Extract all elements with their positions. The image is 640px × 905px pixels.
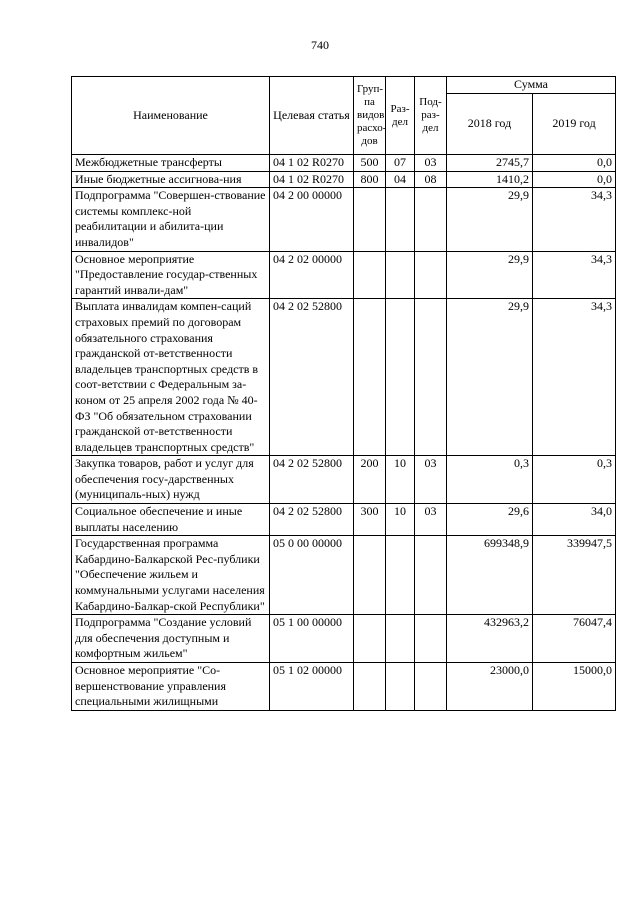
cell-target: 04 1 02 R0270 [270, 171, 354, 188]
cell-2018: 0,3 [447, 456, 533, 504]
cell-section [386, 615, 415, 663]
cell-group [354, 663, 386, 711]
cell-2019: 0,0 [533, 171, 616, 188]
cell-group [354, 251, 386, 299]
cell-target: 04 2 02 00000 [270, 251, 354, 299]
cell-subsection [415, 188, 447, 251]
cell-target: 04 1 02 R0270 [270, 155, 354, 172]
table-row [72, 536, 616, 615]
table-row [72, 251, 616, 299]
table-row [72, 456, 616, 504]
cell-target: 05 1 00 00000 [270, 615, 354, 663]
cell-subsection: 08 [415, 171, 447, 188]
cell-target: 04 2 02 52800 [270, 504, 354, 536]
header-2019: 2019 год [533, 94, 616, 155]
cell-name: Закупка товаров, работ и услуг для обеспечения госу-дарственных (муниципаль-ных) нужд [72, 456, 270, 504]
cell-group: 300 [354, 504, 386, 536]
cell-section [386, 536, 415, 615]
header-name: Наименование [72, 77, 270, 155]
cell-name: Выплата инвалидам компен-саций страховых премий по договорам обязательного страхования гражданской от-ветственности владельцев транспортных средств в соот-ветствии с Федеральным за-коном от 25 апреля 2002 года № 40-ФЗ "Об обязательном страховании гражданской от-ветственности владельцев транспортных средств" [72, 299, 270, 456]
cell-name: Основное мероприятие "Со-вершенствование управления специальными жилищными [72, 663, 270, 711]
cell-subsection [415, 536, 447, 615]
cell-section [386, 251, 415, 299]
cell-section: 04 [386, 171, 415, 188]
cell-target: 04 2 00 00000 [270, 188, 354, 251]
cell-name: Основное мероприятие "Предоставление государ-ственных гарантий инвали-дам" [72, 251, 270, 299]
cell-2018: 29,9 [447, 251, 533, 299]
cell-group [354, 299, 386, 456]
cell-group [354, 615, 386, 663]
page-number: 740 [311, 38, 329, 52]
cell-section [386, 188, 415, 251]
header-group: Груп-па видов расхо-дов [354, 77, 386, 155]
cell-2019: 34,3 [533, 251, 616, 299]
header-sum: Сумма [447, 77, 616, 94]
cell-name: Социальное обеспечение и иные выплаты населению [72, 504, 270, 536]
cell-2019: 339947,5 [533, 536, 616, 615]
cell-2019: 34,3 [533, 299, 616, 456]
header-2018: 2018 год [447, 94, 533, 155]
cell-subsection [415, 299, 447, 456]
cell-2019: 76047,4 [533, 615, 616, 663]
cell-2018: 699348,9 [447, 536, 533, 615]
cell-group [354, 536, 386, 615]
cell-name: Государственная программа Кабардино-Балкарской Рес-публики "Обеспечение жильем и коммунальными услугами населения Кабардино-Балкар-ской Республики" [72, 536, 270, 615]
header-target: Целевая статья [270, 77, 354, 155]
cell-target: 05 1 02 00000 [270, 663, 354, 711]
cell-group [354, 188, 386, 251]
cell-2018: 29,6 [447, 504, 533, 536]
table-row [72, 299, 616, 456]
cell-section: 10 [386, 504, 415, 536]
cell-name: Подпрограмма "Совершен-ствование системы комплекс-ной реабилитации и абилита-ции инвалидов" [72, 188, 270, 251]
cell-subsection: 03 [415, 155, 447, 172]
cell-name: Подпрограмма "Создание условий для обеспечения доступным и комфортным жильем" [72, 615, 270, 663]
cell-section: 07 [386, 155, 415, 172]
cell-target: 04 2 02 52800 [270, 456, 354, 504]
cell-2018: 2745,7 [447, 155, 533, 172]
table-row [72, 155, 616, 172]
cell-group: 500 [354, 155, 386, 172]
table-row [72, 663, 616, 711]
cell-target: 05 0 00 00000 [270, 536, 354, 615]
cell-2019: 34,3 [533, 188, 616, 251]
cell-name: Иные бюджетные ассигнова-ния [72, 171, 270, 188]
cell-2019: 15000,0 [533, 663, 616, 711]
cell-section [386, 299, 415, 456]
table-row [72, 171, 616, 188]
cell-subsection [415, 615, 447, 663]
cell-subsection: 03 [415, 504, 447, 536]
cell-2018: 432963,2 [447, 615, 533, 663]
cell-section [386, 663, 415, 711]
cell-group: 800 [354, 171, 386, 188]
cell-2019: 34,0 [533, 504, 616, 536]
table-row [72, 504, 616, 536]
table-row [72, 615, 616, 663]
cell-2018: 29,9 [447, 299, 533, 456]
cell-2019: 0,0 [533, 155, 616, 172]
cell-subsection [415, 663, 447, 711]
cell-2018: 23000,0 [447, 663, 533, 711]
cell-name: Межбюджетные трансферты [72, 155, 270, 172]
header-section: Раз-дел [386, 77, 415, 155]
cell-subsection: 03 [415, 456, 447, 504]
budget-table [71, 76, 616, 711]
cell-subsection [415, 251, 447, 299]
cell-2018: 29,9 [447, 188, 533, 251]
cell-group: 200 [354, 456, 386, 504]
header-subsection: Под-раз-дел [415, 77, 447, 155]
table-row [72, 188, 616, 251]
cell-section: 10 [386, 456, 415, 504]
cell-2018: 1410,2 [447, 171, 533, 188]
header-row [72, 77, 616, 94]
cell-target: 04 2 02 52800 [270, 299, 354, 456]
cell-2019: 0,3 [533, 456, 616, 504]
